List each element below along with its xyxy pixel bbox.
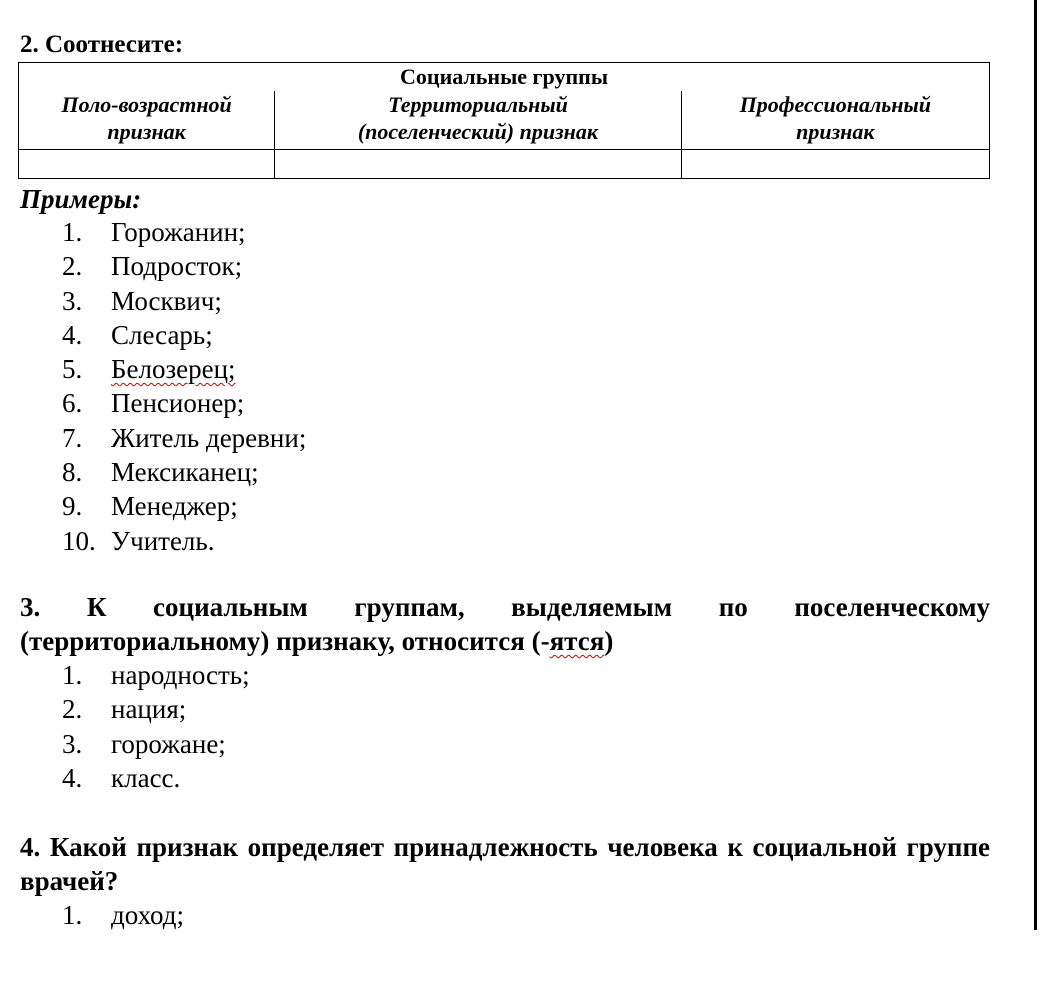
option-text: народность; bbox=[111, 660, 250, 690]
column-header-line: Поло-возрастной bbox=[61, 92, 232, 117]
list-item-text: Менеджер; bbox=[111, 491, 238, 522]
list-item-text: Пенсионер; bbox=[111, 388, 245, 419]
answer-cell-gender-age[interactable] bbox=[19, 150, 275, 179]
option-text: нация; bbox=[111, 694, 187, 725]
list-item-number: 2. bbox=[62, 251, 83, 282]
column-header-line: Профессиональный bbox=[739, 92, 931, 117]
list-item-text: Слесарь; bbox=[111, 319, 213, 350]
task-2-heading: 2. Соотнесите: bbox=[20, 31, 184, 58]
list-item-number: 3. bbox=[62, 285, 83, 316]
column-header-line: признак bbox=[107, 119, 186, 144]
list-item-text-spellcheck-flagged: Белозерец; bbox=[111, 354, 236, 385]
list-item-text: Подросток; bbox=[111, 251, 243, 282]
option-text: горожане; bbox=[111, 728, 226, 759]
column-header-professional bbox=[681, 91, 989, 150]
option-number: 4. bbox=[62, 762, 83, 793]
examples-title: Примеры: bbox=[20, 184, 142, 214]
list-item-text: Учитель. bbox=[111, 525, 215, 556]
column-header-line: признак bbox=[796, 119, 875, 144]
question-text: ) bbox=[604, 626, 614, 656]
social-groups-table bbox=[18, 62, 990, 179]
answer-cell-territorial[interactable] bbox=[275, 150, 681, 179]
list-item-number: 1. bbox=[62, 217, 83, 247]
list-item-text: Житель деревни; bbox=[111, 422, 307, 453]
list-item-text: Москвич; bbox=[111, 285, 222, 316]
option-text: класс. bbox=[111, 762, 181, 793]
question-text-spellcheck-flagged: ятся bbox=[549, 626, 605, 656]
page-margin-line bbox=[1034, 0, 1037, 930]
list-item-number: 4. bbox=[62, 319, 83, 350]
column-header-line: Территориальный bbox=[388, 92, 568, 117]
option-number: 1. bbox=[62, 660, 83, 690]
list-item-number: 5. bbox=[62, 354, 83, 385]
list-item-text: Горожанин; bbox=[111, 217, 246, 247]
option-number: 1. bbox=[62, 900, 83, 930]
answer-cell-professional[interactable] bbox=[681, 150, 989, 179]
task-4-question: 4. Какой признак определяет принадлежность человека к социальной группе врачей? bbox=[20, 832, 990, 896]
task-3-question bbox=[20, 590, 990, 658]
option-text: доход; bbox=[111, 900, 184, 930]
option-number: 2. bbox=[62, 694, 83, 725]
list-item-number: 8. bbox=[62, 457, 83, 488]
question-text: 3. К социальным группам, выделяемым по поселенческому (территориальному) признаку, относится (- bbox=[20, 592, 990, 656]
table-title: Социальные группы bbox=[19, 63, 990, 92]
column-header-gender-age bbox=[19, 91, 275, 150]
list-item-number: 6. bbox=[62, 388, 83, 419]
list-item-number: 7. bbox=[62, 422, 83, 453]
list-item-number: 10. bbox=[62, 525, 96, 556]
option-number: 3. bbox=[62, 728, 83, 759]
column-header-territorial bbox=[275, 91, 681, 150]
list-item-text: Мексиканец; bbox=[111, 457, 259, 488]
list-item-number: 9. bbox=[62, 491, 83, 522]
column-header-line: (поселенческий) признак bbox=[357, 119, 599, 144]
